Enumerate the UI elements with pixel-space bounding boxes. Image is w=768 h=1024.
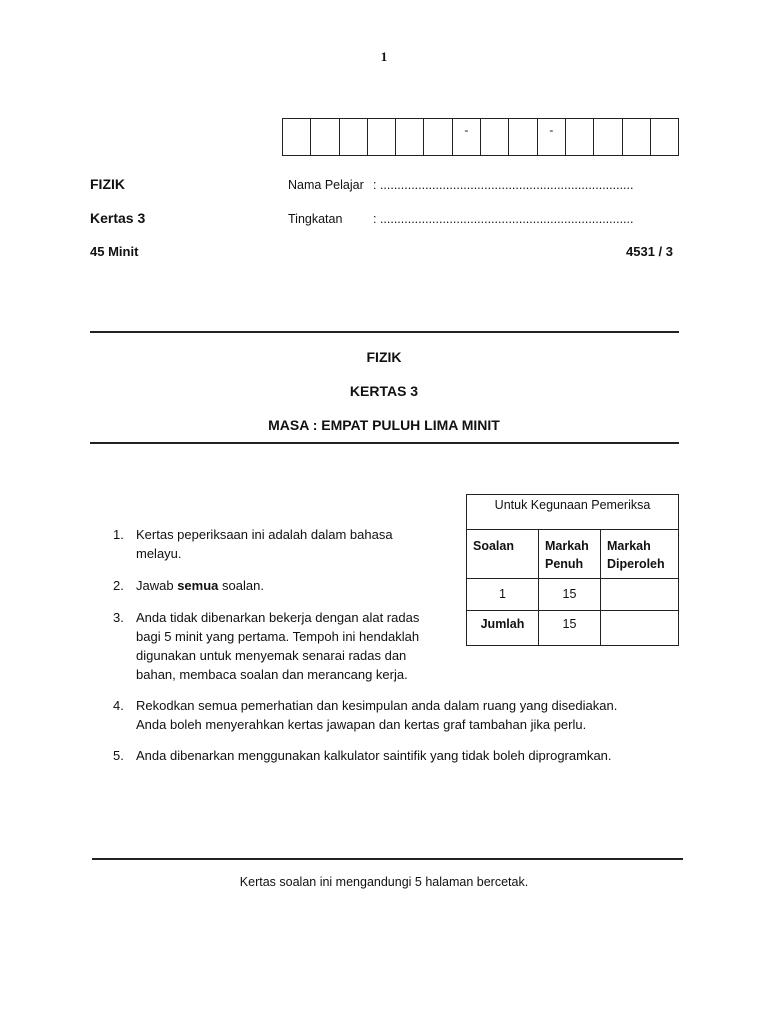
page-number: 1 (380, 49, 388, 64)
instruction-number: 3. (113, 610, 124, 625)
row-full-mark-cell: 15 (539, 579, 601, 611)
candidate-id-boxes (282, 118, 679, 156)
form-line: : ......................................................................... (373, 212, 634, 226)
total-label-cell: Jumlah (467, 611, 539, 646)
duration-label: 45 Minit (90, 244, 139, 259)
col-full-mark-line2: Penuh (545, 557, 584, 571)
examiner-table-caption: Untuk Kegunaan Pemeriksa (467, 495, 679, 530)
total-full-mark-cell: 15 (539, 611, 601, 646)
instruction-number: 1. (113, 527, 124, 542)
instruction-number: 4. (113, 698, 124, 713)
id-box-separator: - (538, 118, 566, 156)
instruction-text: bagi 5 minit yang pertama. Tempoh ini hendaklah (136, 629, 420, 644)
id-box (311, 118, 339, 156)
instruction-text: Anda tidak dibenarkan bekerja dengan alat radas (136, 610, 420, 625)
instruction-text (136, 576, 264, 595)
instruction-2 (113, 576, 453, 596)
total-obtained-cell (601, 611, 679, 646)
id-box (651, 118, 679, 156)
row-question-cell: 1 (467, 579, 539, 611)
table-row (467, 579, 679, 611)
col-obtained-header (601, 530, 679, 579)
id-box (594, 118, 622, 156)
instruction-text-emphasis: semua (177, 578, 219, 593)
footer-rule (92, 858, 683, 860)
instruction-number: 2. (113, 578, 124, 593)
id-box (396, 118, 424, 156)
title-paper: KERTAS 3 (349, 383, 419, 399)
title-subject: FIZIK (366, 349, 402, 365)
instruction-text: Rekodkan semua pemerhatian dan kesimpulan anda dalam ruang yang disediakan. (136, 698, 618, 713)
top-rule (90, 331, 679, 333)
id-box (623, 118, 651, 156)
id-box (340, 118, 368, 156)
footer-note: Kertas soalan ini mengandungi 5 halaman bercetak. (239, 875, 529, 889)
instruction-text: Anda dibenarkan menggunakan kalkulator saintifik yang tidak boleh diprogramkan. (136, 748, 612, 763)
col-full-mark-header (539, 530, 601, 579)
id-box (509, 118, 537, 156)
form-label: Tingkatan (288, 212, 343, 226)
bottom-rule (90, 442, 679, 444)
instruction-number: 5. (113, 748, 124, 763)
col-question-header: Soalan (467, 530, 539, 579)
examiner-table (466, 494, 679, 646)
instruction-text: digunakan untuk menyemak senarai radas dan (136, 648, 407, 663)
row-obtained-cell (601, 579, 679, 611)
instruction-text-pre: Jawab (136, 578, 178, 593)
title-duration: MASA : EMPAT PULUH LIMA MINIT (268, 417, 500, 433)
id-box (566, 118, 594, 156)
table-row-total (467, 611, 679, 646)
instruction-text: bahan, membaca soalan dan merancang kerja. (136, 667, 408, 682)
instruction-text: melayu. (136, 546, 182, 561)
student-name-label: Nama Pelajar (288, 178, 364, 192)
subject-label: FIZIK (90, 176, 125, 192)
paper-label: Kertas 3 (90, 210, 146, 226)
instruction-1 (113, 525, 453, 565)
instruction-text-post: soalan. (218, 578, 264, 593)
id-box (368, 118, 396, 156)
paper-code: 4531 / 3 (626, 244, 673, 259)
instruction-text: Kertas peperiksaan ini adalah dalam bahasa (136, 527, 393, 542)
col-obtained-line1: Markah (607, 539, 651, 553)
id-box-separator: - (453, 118, 481, 156)
col-full-mark-line1: Markah (545, 539, 589, 553)
id-box (481, 118, 509, 156)
col-obtained-line2: Diperoleh (607, 557, 665, 571)
student-name-line: : ......................................................................... (373, 178, 634, 192)
id-box (424, 118, 452, 156)
id-box (283, 118, 311, 156)
instruction-3 (113, 608, 453, 686)
instruction-5 (113, 746, 673, 766)
instruction-4 (113, 696, 673, 736)
instruction-text: Anda boleh menyerahkan kertas jawapan dan kertas graf tambahan jika perlu. (136, 717, 587, 732)
